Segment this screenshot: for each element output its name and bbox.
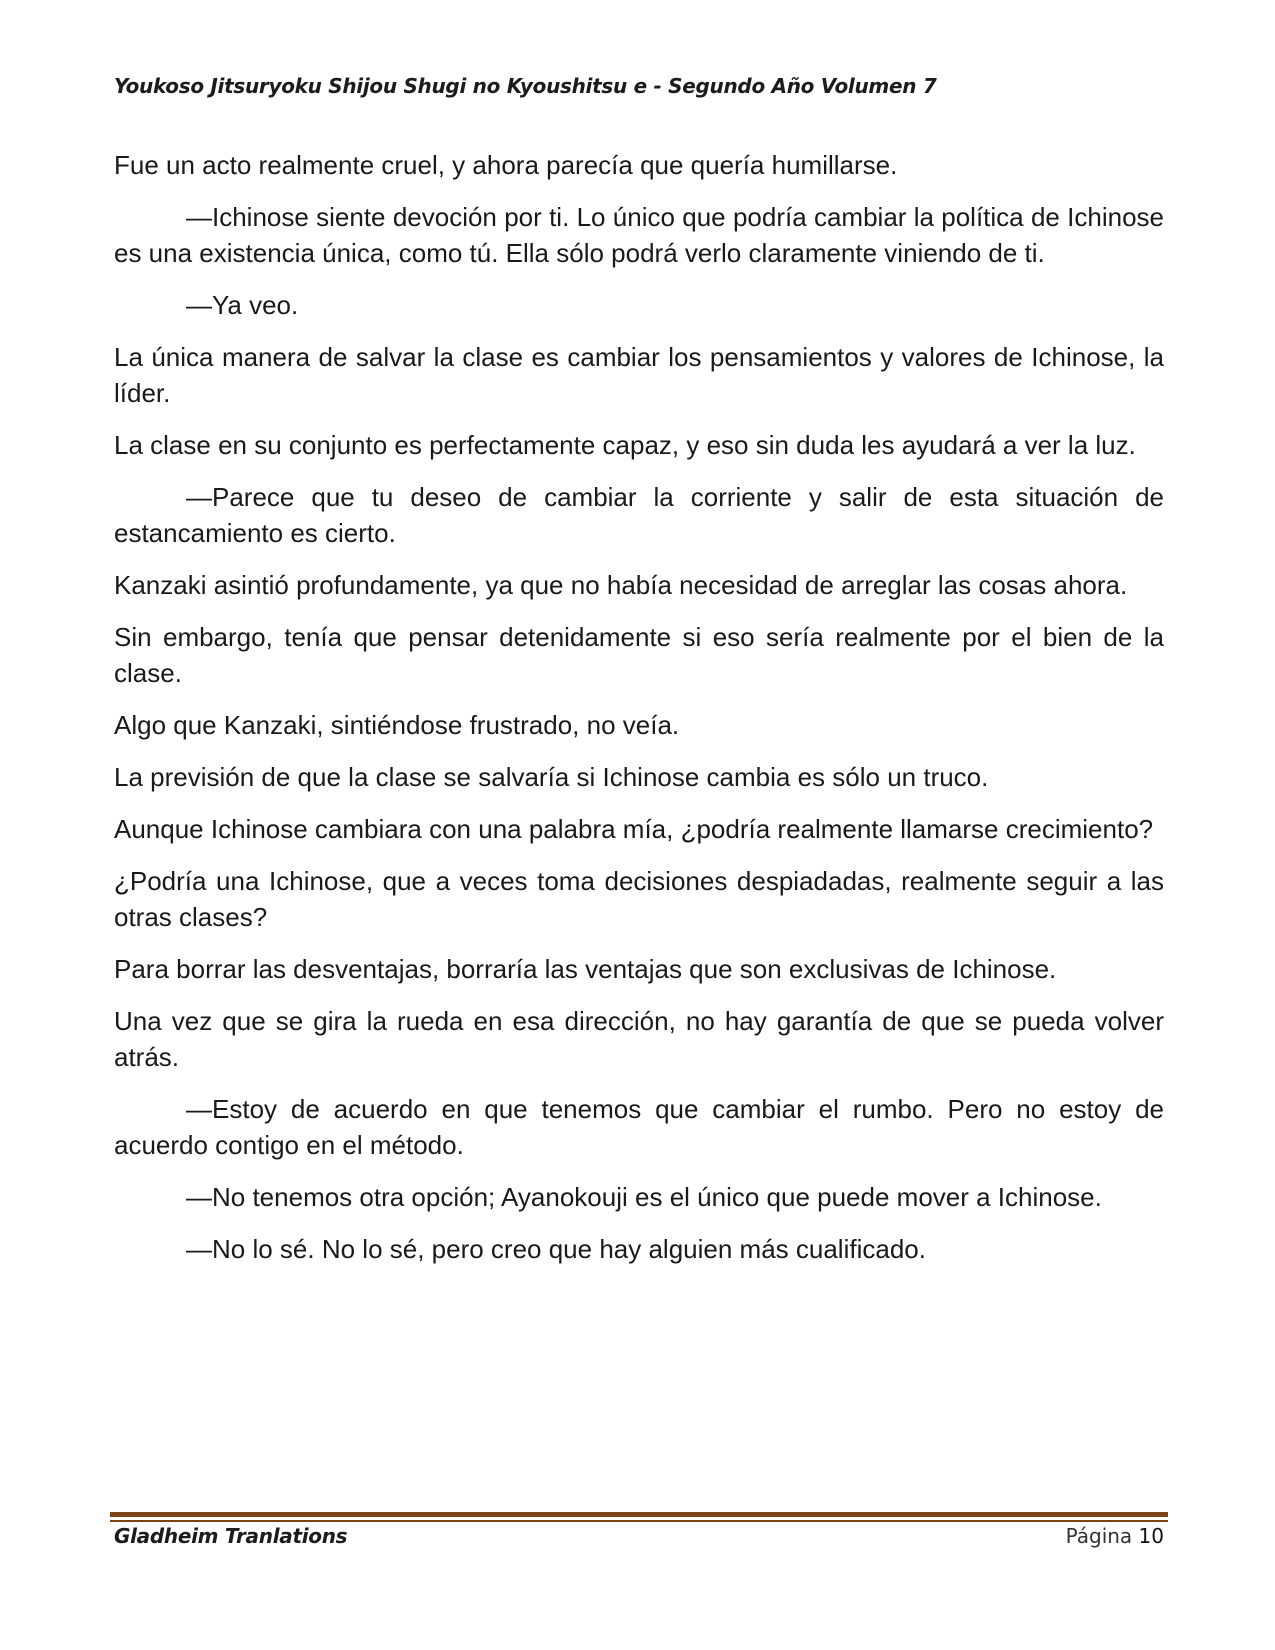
paragraph: Aunque Ichinose cambiara con una palabra mía, ¿podría realmente llamarse crecimiento?: [114, 814, 1154, 844]
paragraph: ¿Podría una Ichinose, que a veces toma decisiones despiadadas, realmente seguir a las otras clases?: [114, 866, 1164, 932]
footer-divider-thick: [110, 1512, 1168, 1517]
page-label: Página: [1065, 1524, 1133, 1548]
paragraph: Sin embargo, tenía que pensar detenidamente si eso sería realmente por el bien de la clase.: [114, 622, 1164, 688]
document-body: [114, 147, 1164, 1283]
paragraph: La única manera de salvar la clase es cambiar los pensamientos y valores de Ichinose, la líder.: [114, 342, 1164, 408]
dialogue-paragraph: —No lo sé. No lo sé, pero creo que hay alguien más cualificado.: [186, 1234, 926, 1264]
paragraph: La clase en su conjunto es perfectamente capaz, y eso sin duda les ayudará a ver la luz.: [114, 430, 1136, 460]
dialogue-paragraph: —Parece que tu deseo de cambiar la corriente y salir de esta situación de estancamiento es cierto.: [114, 482, 1164, 548]
footer-page-number: [1066, 1524, 1164, 1548]
paragraph: Algo que Kanzaki, sintiéndose frustrado, no veía.: [114, 710, 680, 740]
page-number-value: 10: [1138, 1524, 1164, 1548]
dialogue-paragraph: —Estoy de acuerdo en que tenemos que cambiar el rumbo. Pero no estoy de acuerdo contigo en el método.: [114, 1094, 1164, 1160]
paragraph: Para borrar las desventajas, borraría las ventajas que son exclusivas de Ichinose.: [114, 954, 1057, 984]
footer-translator-name: Gladheim Tranlations: [114, 1524, 348, 1548]
footer-divider-thin: [110, 1520, 1168, 1522]
dialogue-paragraph: —No tenemos otra opción; Ayanokouji es el único que puede mover a Ichinose.: [186, 1182, 1102, 1212]
paragraph: Una vez que se gira la rueda en esa dirección, no hay garantía de que se pueda volver atrás.: [114, 1006, 1164, 1072]
page-header-title: Youkoso Jitsuryoku Shijou Shugi no Kyoushitsu e - Segundo Año Volumen 7: [114, 74, 937, 98]
paragraph: La previsión de que la clase se salvaría si Ichinose cambia es sólo un truco.: [114, 762, 989, 792]
dialogue-paragraph: —Ichinose siente devoción por ti. Lo único que podría cambiar la política de Ichinose es una existencia única, como tú. Ella sólo podrá verlo claramente viniendo de ti.: [114, 202, 1164, 268]
paragraph: Kanzaki asintió profundamente, ya que no había necesidad de arreglar las cosas ahora.: [114, 570, 1128, 600]
paragraph: Fue un acto realmente cruel, y ahora parecía que quería humillarse.: [114, 150, 898, 180]
dialogue-paragraph: —Ya veo.: [186, 290, 299, 320]
